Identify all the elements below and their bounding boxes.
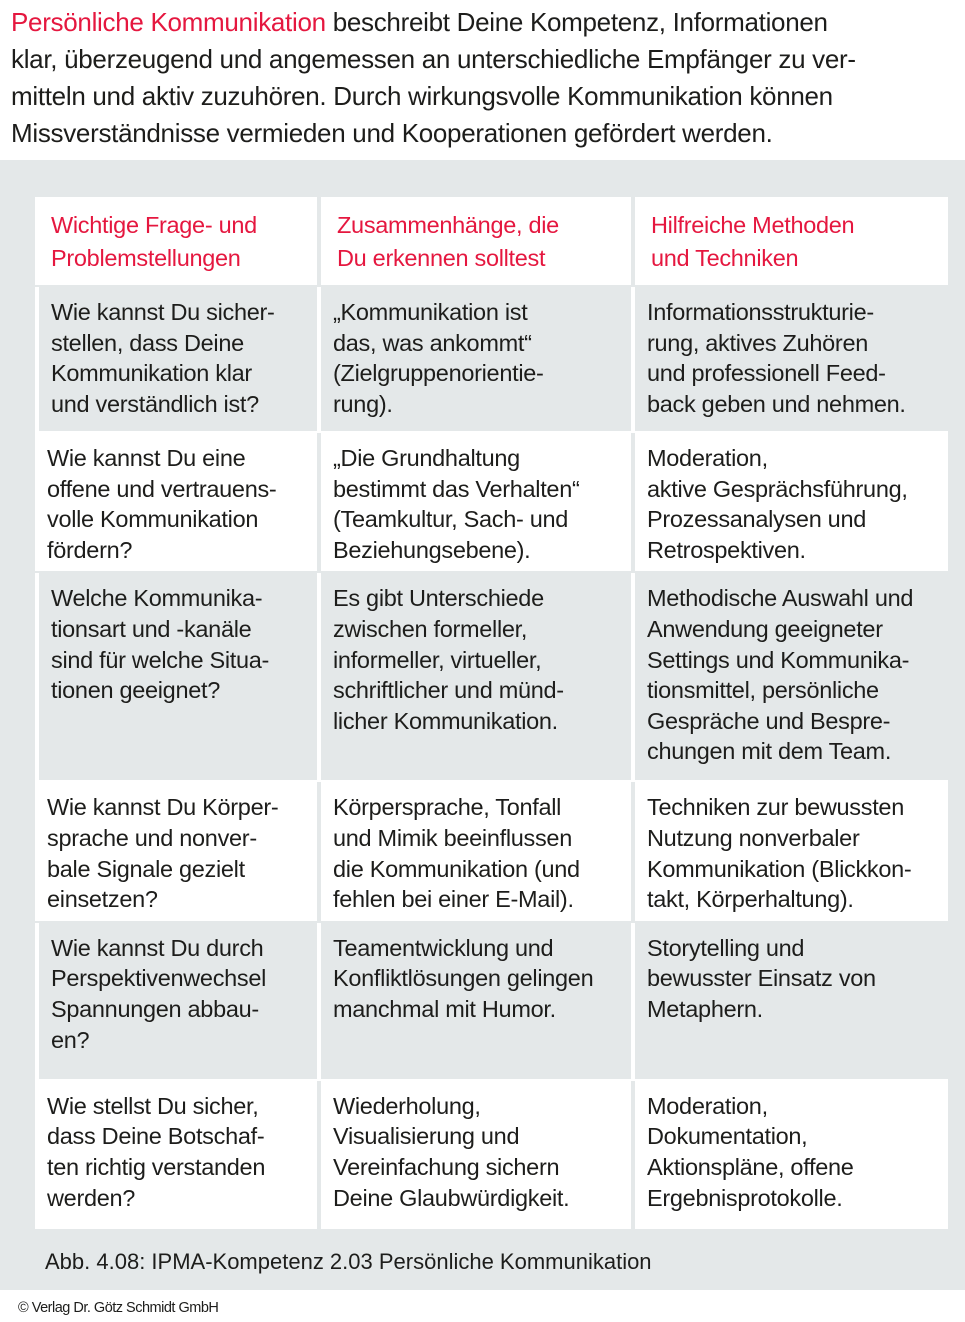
competence-table [35,197,948,1231]
cell-relation: Es gibt Unterschiede zwischen formeller, informeller, virtueller, schriftlicher und münd- licher Kommunikation. [321,573,635,782]
table-header-row [35,197,948,287]
cell-question: Wie kannst Du sicher- stellen, dass Deine Kommunikation klar und verständlich ist? [35,287,321,433]
table-row [35,1081,948,1231]
figure-caption: Abb. 4.08: IPMA-Kompetenz 2.03 Persönliche Kommunikation [45,1248,652,1274]
table-row [35,287,948,433]
cell-method: Moderation, Dokumentation, Aktionspläne, offene Ergebnisprotokolle. [635,1081,948,1231]
cell-question: Wie kannst Du durch Perspektivenwechsel Spannungen abbau- en? [35,923,321,1081]
header-questions: Wichtige Frage- und Problemstellungen [35,197,321,287]
cell-relation: Teamentwicklung und Konfliktlösungen gelingen manchmal mit Humor. [321,923,635,1081]
table-row [35,923,948,1081]
table-row [35,782,948,922]
table-row [35,433,948,573]
header-methods: Hilfreiche Methoden und Techniken [635,197,948,287]
intro-text: beschreibt Deine Kompetenz, Informationen klar, überzeugend und angemessen an unterschiedliche Empfänger zu ver- mitteln und aktiv zuzuhören. Durch wirkungsvolle Kommunikation können Missverständnisse vermieden und Kooperationen gefördert werden. [11,7,856,148]
intro-paragraph [0,0,965,160]
cell-relation: Wiederholung, Visualisierung und Vereinfachung sichern Deine Glaubwürdigkeit. [321,1081,635,1231]
intro-highlight: Persönliche Kommunikation [11,7,326,37]
table-row [35,573,948,782]
cell-method: Informationsstrukturie- rung, aktives Zuhören und professionell Feed- back geben und nehmen. [635,287,948,433]
header-relations: Zusammenhänge, die Du erkennen solltest [321,197,635,287]
cell-relation: „Die Grundhaltung bestimmt das Verhalten“ (Teamkultur, Sach- und Beziehungsebene). [321,433,635,573]
figure-panel [0,160,965,1290]
cell-method: Methodische Auswahl und Anwendung geeigneter Settings und Kommunika- tionsmittel, persönliche Gespräche und Bespre- chungen mit dem Team. [635,573,948,782]
cell-question: Wie stellst Du sicher, dass Deine Botschaf- ten richtig verstanden werden? [35,1081,321,1231]
cell-relation: Körpersprache, Tonfall und Mimik beeinflussen die Kommunikation (und fehlen bei einer E-Mail). [321,782,635,922]
cell-relation: „Kommunikation ist das, was ankommt“ (Zielgruppenorientie- rung). [321,287,635,433]
cell-method: Storytelling und bewusster Einsatz von Metaphern. [635,923,948,1081]
cell-question: Wie kannst Du eine offene und vertrauens- volle Kommunikation fördern? [35,433,321,573]
copyright-notice: © Verlag Dr. Götz Schmidt GmbH [18,1300,219,1316]
cell-method: Moderation, aktive Gesprächsführung, Prozessanalysen und Retrospektiven. [635,433,948,573]
cell-method: Techniken zur bewussten Nutzung nonverbaler Kommunikation (Blickkon- takt, Körperhaltung). [635,782,948,922]
cell-question: Welche Kommunika- tionsart und -kanäle sind für welche Situa- tionen geeignet? [35,573,321,782]
cell-question: Wie kannst Du Körper- sprache und nonver- bale Signale gezielt einsetzen? [35,782,321,922]
